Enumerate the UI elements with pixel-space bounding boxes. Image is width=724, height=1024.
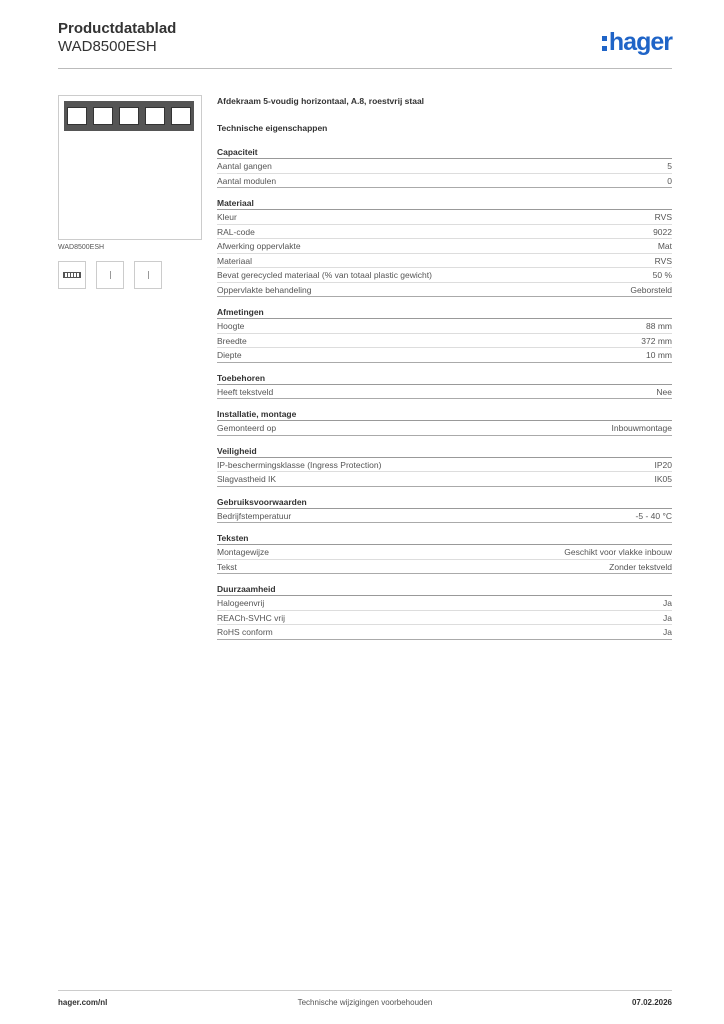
page-header bbox=[58, 20, 672, 70]
frame-side-icon bbox=[110, 271, 111, 279]
spec-value: Geborsteld bbox=[630, 284, 672, 295]
section-title: Gebruiksvoorwaarden bbox=[217, 493, 672, 509]
spec-label: Materiaal bbox=[217, 255, 252, 266]
spec-label: IP-beschermingsklasse (Ingress Protection) bbox=[217, 459, 382, 470]
spec-label: Bevat gerecycled materiaal (% van totaal plastic gewicht) bbox=[217, 270, 432, 280]
spec-row bbox=[217, 348, 672, 363]
cover-frame-illustration bbox=[64, 101, 194, 131]
spec-label: Aantal gangen bbox=[217, 161, 272, 171]
spec-label: Gemonteerd op bbox=[217, 423, 277, 433]
hager-logo bbox=[602, 28, 672, 57]
spec-row bbox=[217, 210, 672, 225]
spec-value: IP20 bbox=[654, 459, 672, 470]
spec-value: Ja bbox=[663, 598, 672, 608]
spec-label: Breedte bbox=[217, 335, 247, 346]
spec-row bbox=[217, 268, 672, 283]
spec-section bbox=[217, 442, 672, 487]
spec-row bbox=[217, 283, 672, 298]
spec-section bbox=[217, 493, 672, 524]
spec-value: 88 mm bbox=[646, 321, 672, 331]
logo-text: hager bbox=[608, 28, 672, 56]
spec-row bbox=[217, 319, 672, 334]
section-title: Capaciteit bbox=[217, 143, 672, 159]
spec-label: RAL-code bbox=[217, 226, 255, 237]
spec-value: -5 - 40 °C bbox=[635, 510, 672, 521]
technical-properties-heading: Technische eigenschappen bbox=[217, 123, 328, 133]
frame-front-icon bbox=[63, 272, 81, 278]
spec-value: Inbouwmontage bbox=[611, 423, 672, 433]
spec-row bbox=[217, 611, 672, 626]
spec-row bbox=[217, 159, 672, 174]
section-title: Toebehoren bbox=[217, 369, 672, 385]
spec-value: Mat bbox=[657, 241, 672, 251]
spec-value: Zonder tekstveld bbox=[609, 561, 672, 572]
spec-value: 372 mm bbox=[641, 335, 672, 346]
spec-section bbox=[217, 369, 672, 400]
spec-label: Halogeenvrij bbox=[217, 598, 265, 608]
section-title: Teksten bbox=[217, 529, 672, 545]
spec-row bbox=[217, 458, 672, 473]
section-title: Veiligheid bbox=[217, 442, 672, 458]
spec-value: Geschikt voor vlakke inbouw bbox=[564, 547, 672, 557]
logo-dots-icon bbox=[602, 36, 607, 51]
spec-section bbox=[217, 303, 672, 363]
spec-row bbox=[217, 421, 672, 436]
spec-label: Tekst bbox=[217, 561, 237, 572]
thumbnail-side-left[interactable] bbox=[96, 261, 124, 289]
section-title: Installatie, montage bbox=[217, 405, 672, 421]
spec-value: IK05 bbox=[654, 474, 672, 484]
footer-website[interactable]: hager.com/nl bbox=[58, 998, 108, 1007]
header-divider bbox=[58, 68, 672, 69]
spec-row bbox=[217, 334, 672, 349]
spec-label: Oppervlakte behandeling bbox=[217, 284, 312, 295]
spec-label: Slagvastheid IK bbox=[217, 474, 277, 484]
spec-value: Ja bbox=[663, 627, 672, 637]
spec-label: Kleur bbox=[217, 212, 237, 222]
spec-label: Hoogte bbox=[217, 321, 245, 331]
spec-row bbox=[217, 174, 672, 189]
spec-section bbox=[217, 405, 672, 436]
spec-value: 9022 bbox=[653, 226, 672, 237]
spec-row bbox=[217, 545, 672, 560]
spec-row bbox=[217, 254, 672, 269]
spec-row bbox=[217, 225, 672, 240]
spec-section bbox=[217, 580, 672, 640]
image-thumbnails bbox=[58, 261, 162, 289]
footer-date: 07.02.2026 bbox=[631, 998, 672, 1007]
spec-row bbox=[217, 472, 672, 487]
spec-label: Montagewijze bbox=[217, 547, 269, 557]
spec-value: RVS bbox=[654, 255, 672, 266]
spec-value: Nee bbox=[656, 386, 672, 397]
spec-label: Bedrijfstemperatuur bbox=[217, 510, 292, 521]
spec-value: 5 bbox=[667, 161, 672, 171]
footer-disclaimer: Technische wijzigingen voorbehouden bbox=[297, 998, 433, 1007]
spec-value: 0 bbox=[667, 175, 672, 186]
page-footer bbox=[58, 992, 672, 1012]
spec-sections bbox=[217, 143, 672, 640]
spec-row bbox=[217, 509, 672, 524]
thumbnail-side-right[interactable] bbox=[134, 261, 162, 289]
spec-label: Aantal modulen bbox=[217, 175, 277, 186]
spec-label: REACh-SVHC vrij bbox=[217, 612, 286, 623]
spec-section bbox=[217, 143, 672, 188]
thumbnail-front[interactable] bbox=[58, 261, 86, 289]
section-title: Afmetingen bbox=[217, 303, 672, 319]
spec-value: Ja bbox=[663, 612, 672, 623]
spec-value: RVS bbox=[654, 212, 672, 222]
spec-row bbox=[217, 625, 672, 640]
specifications bbox=[217, 95, 672, 646]
spec-label: Afwerking oppervlakte bbox=[217, 241, 301, 251]
spec-label: RoHS conform bbox=[217, 627, 273, 637]
spec-label: Diepte bbox=[217, 350, 242, 360]
spec-row bbox=[217, 385, 672, 400]
frame-side-icon bbox=[148, 271, 149, 279]
product-description: Afdekraam 5-voudig horizontaal, A.8, roestvrij staal bbox=[217, 96, 425, 106]
spec-section bbox=[217, 194, 672, 297]
spec-value: 50 % bbox=[652, 270, 672, 280]
spec-label: Heeft tekstveld bbox=[217, 386, 274, 397]
spec-row bbox=[217, 239, 672, 254]
section-title: Duurzaamheid bbox=[217, 580, 672, 596]
footer-divider bbox=[58, 990, 672, 991]
product-image bbox=[58, 95, 202, 240]
product-code: WAD8500ESH bbox=[58, 38, 157, 55]
spec-section bbox=[217, 529, 672, 574]
page-title: Productdatablad bbox=[58, 20, 177, 37]
spec-value: 10 mm bbox=[646, 350, 672, 360]
image-caption: WAD8500ESH bbox=[58, 244, 105, 251]
section-title: Materiaal bbox=[217, 194, 672, 210]
spec-row bbox=[217, 596, 672, 611]
spec-row bbox=[217, 560, 672, 575]
